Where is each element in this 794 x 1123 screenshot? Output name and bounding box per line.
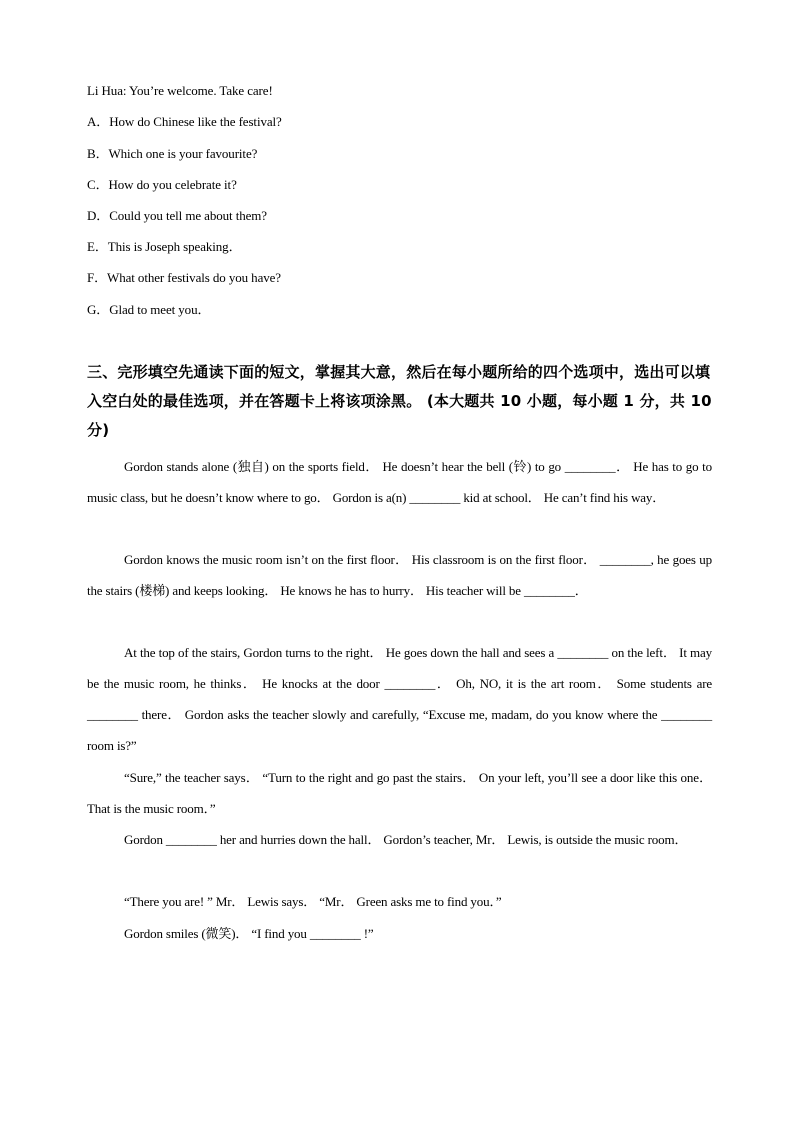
dialogue-line: Li Hua: You’re welcome. Take care! [87,83,273,98]
option-d: D．Could you tell me about them? [87,208,267,223]
option-b: B．Which one is your favourite? [87,146,258,161]
paragraph-3: At the top of the stairs, Gordon turns to the right． He goes down the hall and sees a ________ on the left． It may be the music room, he thinks． He knocks at the door ________． Oh, NO, it is the art room． Some students are ________ there． Gordon asks the teacher slowly and carefully, “Excuse me, madam, do you know where the ________ room is?” [87,645,712,753]
paragraph-6: “There you are! ” Mr． Lewis says． “Mr． Green asks me to find you．” [124,894,502,909]
paragraph-1: Gordon stands alone (独自) on the sports field． He doesn’t hear the bell (铃) to go ________． He has to go to music class, but he doesn’t know where to go． Gordon is a(n) ________ kid at school． He can’t find his way． [87,459,712,505]
option-e: E．This is Joseph speaking． [87,239,242,254]
option-g: G．Glad to meet you． [87,302,211,317]
paragraph-4: “Sure,” the teacher says． “Turn to the right and go past the stairs． On your left, you’ll see a door like this one． That is the music room．” [87,770,712,816]
paragraph-7: Gordon smiles (微笑)． “I find you ________ !” [124,926,374,941]
option-f: F．What other festivals do you have? [87,270,281,285]
section-heading: 三、完形填空先通读下面的短文，掌握其大意，然后在每小题所给的四个选项中，选出可以填入空白处的最佳选项，并在答题卡上将该项涂黑。 (本大题共 10 小题，每小题 1 分，共 10 分) [87,363,712,439]
paragraph-5: Gordon ________ her and hurries down the hall． Gordon’s teacher, Mr． Lewis, is outside the music room． [124,832,688,847]
paragraph-2: Gordon knows the music room isn’t on the first floor． His classroom is on the first floor． ________, he goes up the stairs (楼梯) and keeps looking． He knows he has to hurry． His teacher will be ________． [87,552,712,598]
option-c: C．How do you celebrate it? [87,177,237,192]
option-a: A．How do Chinese like the festival? [87,114,282,129]
